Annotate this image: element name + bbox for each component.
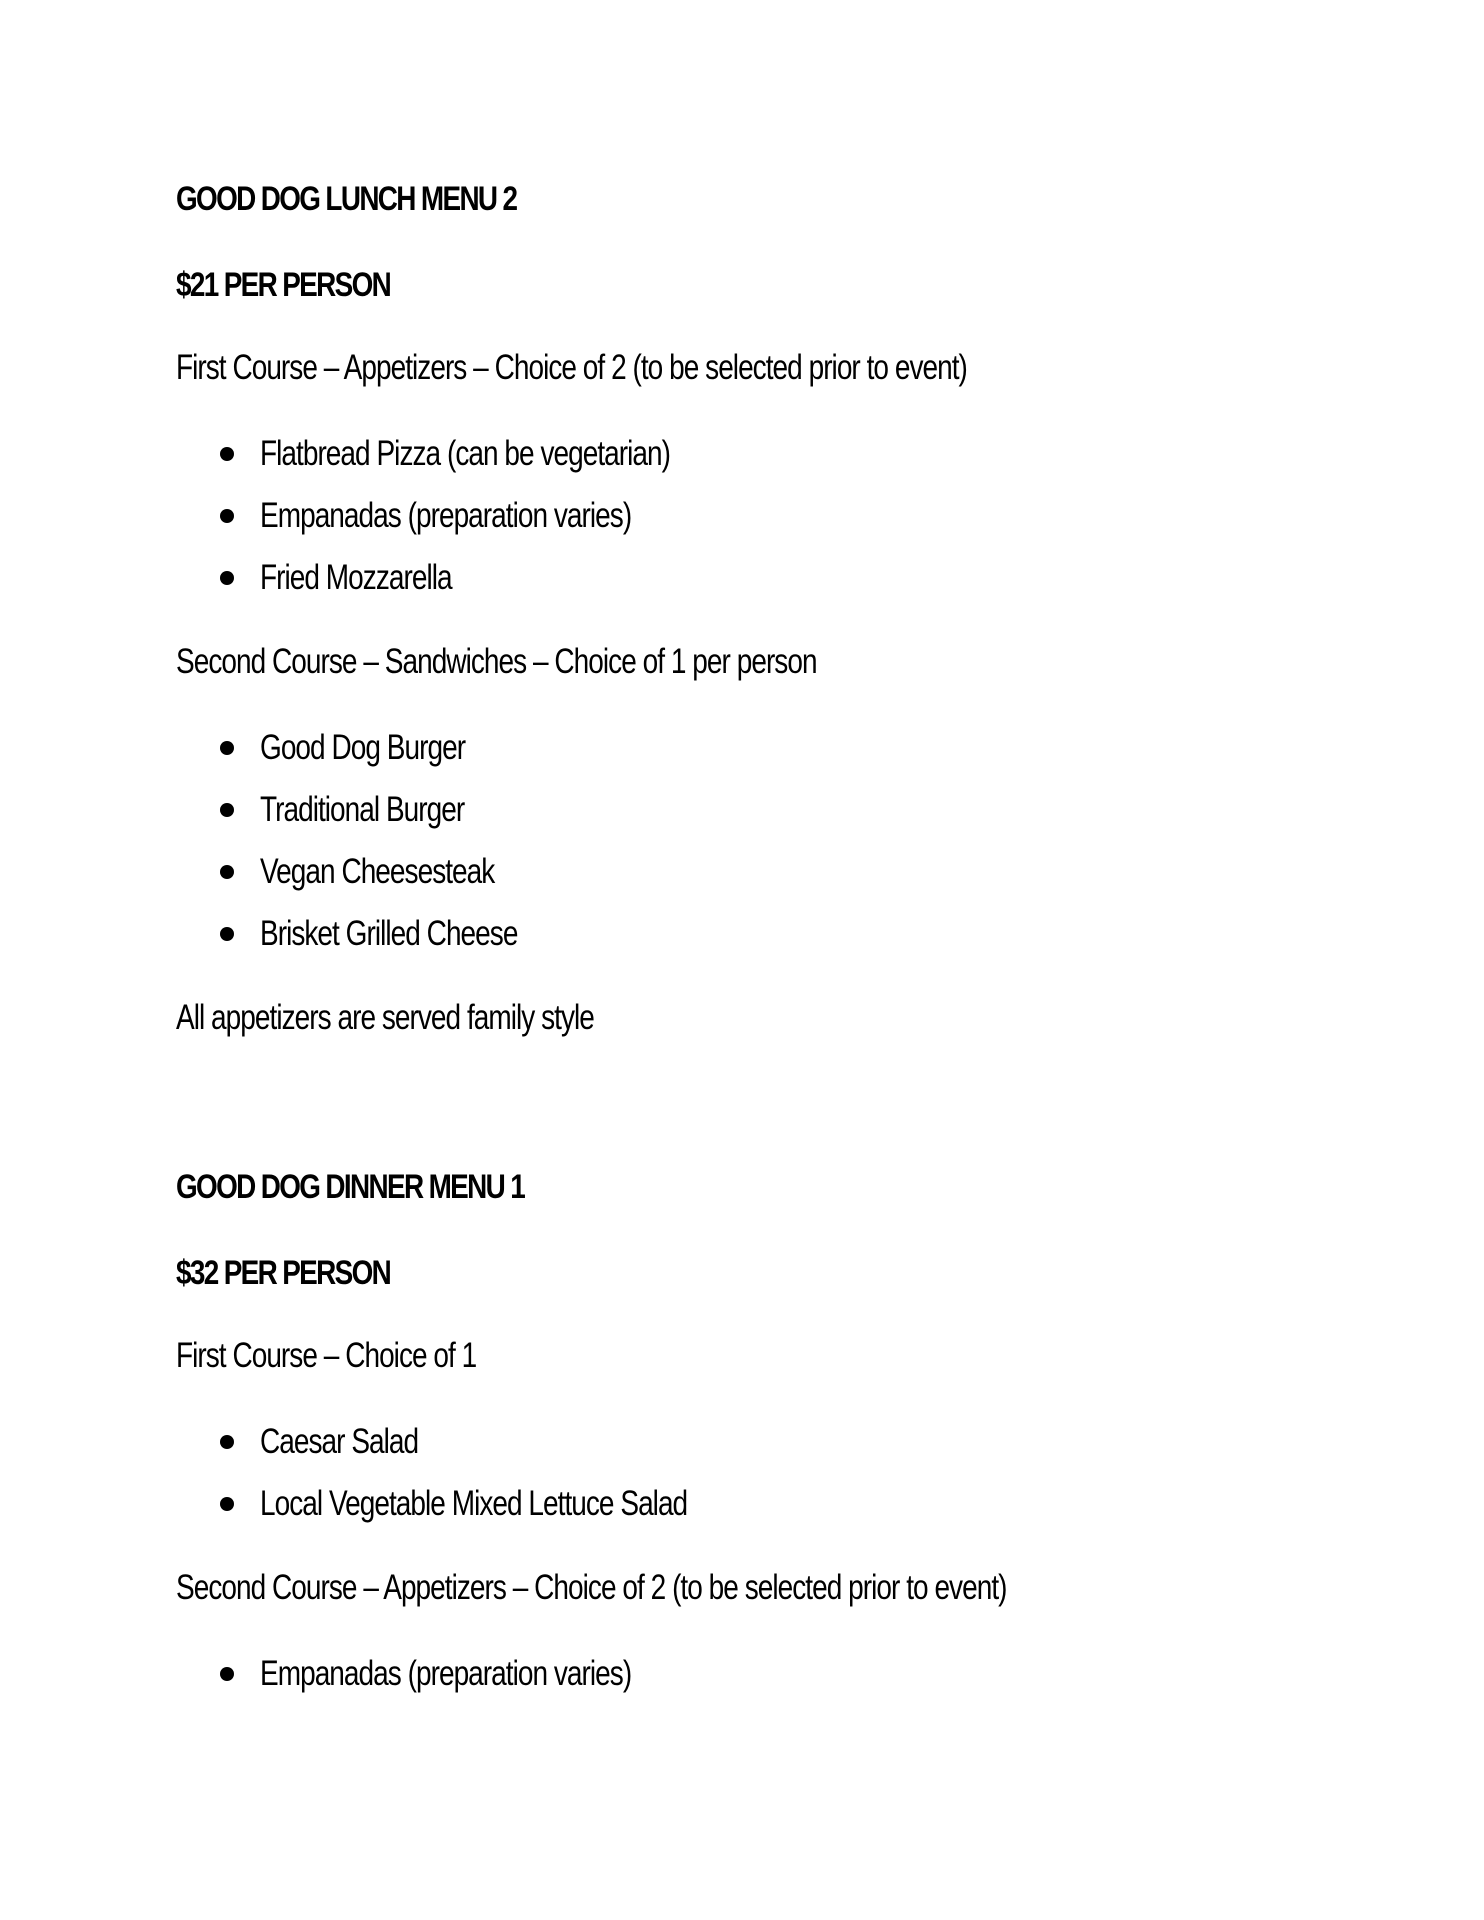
lunch-menu-title: GOOD DOG LUNCH MENU 2 xyxy=(176,180,517,218)
bullet-icon xyxy=(220,509,234,523)
dinner-menu-title: GOOD DOG DINNER MENU 1 xyxy=(176,1168,525,1206)
dinner-menu-price: $32 PER PERSON xyxy=(176,1254,391,1292)
bullet-icon xyxy=(220,865,234,879)
list-item xyxy=(220,730,516,765)
list-item xyxy=(220,1486,794,1521)
list-item-label: Brisket Grilled Cheese xyxy=(260,914,518,953)
dinner-first-course-heading: First Course – Choice of 1 xyxy=(176,1336,477,1375)
dinner-second-course-heading: Second Course – Appetizers – Choice of 2 (to be selected prior to event) xyxy=(176,1568,1007,1607)
bullet-icon xyxy=(220,1667,234,1681)
list-item xyxy=(220,1424,458,1459)
bullet-icon xyxy=(220,447,234,461)
list-item-label: Empanadas (preparation varies) xyxy=(260,1654,632,1693)
list-item-label: Traditional Burger xyxy=(260,790,465,829)
list-item-label: Fried Mozzarella xyxy=(260,558,452,597)
lunch-second-course-heading: Second Course – Sandwiches – Choice of 1 per person xyxy=(176,642,817,681)
list-item-label: Caesar Salad xyxy=(260,1422,419,1461)
bullet-icon xyxy=(220,803,234,817)
list-item xyxy=(220,1656,724,1691)
list-item xyxy=(220,436,772,471)
bullet-icon xyxy=(220,1435,234,1449)
bullet-icon xyxy=(220,571,234,585)
lunch-menu-price: $21 PER PERSON xyxy=(176,266,391,304)
bullet-icon xyxy=(220,1497,234,1511)
list-item xyxy=(220,498,724,533)
lunch-first-course-heading: First Course – Appetizers – Choice of 2 (to be selected prior to event) xyxy=(176,348,967,387)
list-item xyxy=(220,560,500,595)
list-item xyxy=(220,792,515,827)
list-item-label: Vegan Cheesesteak xyxy=(260,852,495,891)
list-item-label: Empanadas (preparation varies) xyxy=(260,496,632,535)
list-item-label: Flatbread Pizza (can be vegetarian) xyxy=(260,434,670,473)
bullet-icon xyxy=(220,741,234,755)
list-item-label: Local Vegetable Mixed Lettuce Salad xyxy=(260,1484,688,1523)
list-item xyxy=(220,916,582,951)
bullet-icon xyxy=(220,927,234,941)
list-item-label: Good Dog Burger xyxy=(260,728,466,767)
list-item xyxy=(220,854,553,889)
lunch-note: All appetizers are served family style xyxy=(176,998,594,1037)
